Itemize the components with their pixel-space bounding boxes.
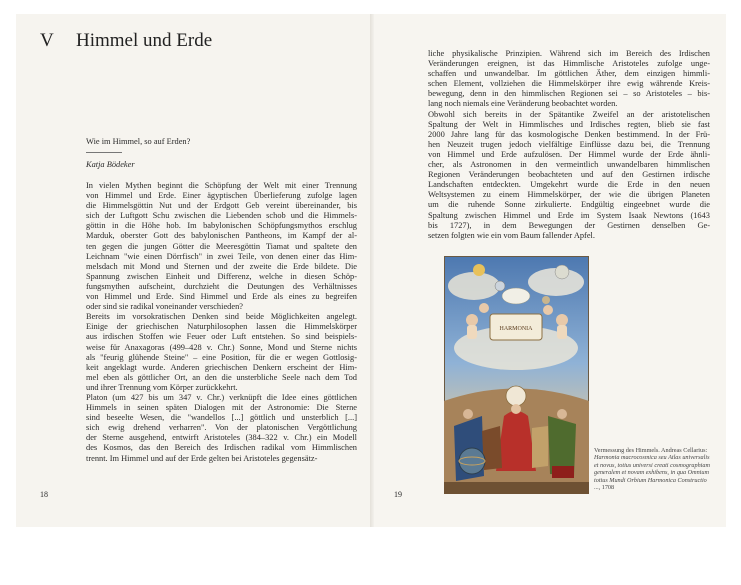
figure-banner-text: HARMONIA: [499, 326, 533, 332]
text-line: oder sind sie radikal voneinander verschieden?: [86, 302, 243, 312]
engraving-illustration: [444, 256, 589, 494]
text-line: 2000 Jahre lang für das kosmologische Denken bestimmend. In der Frü-: [428, 129, 710, 139]
page-number-right: 19: [394, 490, 402, 499]
text-line: ten gegen die jungen Götter die Meeresgöttin Tiamat und spaltete den: [86, 241, 357, 251]
text-line: sich der Luftgott Schu zwischen die Liebenden schob und die Himmels-: [86, 211, 357, 221]
text-line: Bereits im vorsokratischen Denken sind beide Möglichkeiten angelegt.: [86, 312, 357, 322]
text-line: bewegung, denn in den himmlischen Regionen sei – so Aristoteles – bis-: [428, 89, 710, 99]
text-line: schen Element, vollziehen die Himmelskörper ihre ewig währende Kreis-: [428, 79, 710, 89]
caption-part: Harmonia macrocosmica seu Atlas universalis et novus, totius universi creati cosmographiam generalem et novam exhibens, in qua Omnium totius Mundi Orbium Harmonica Constructio: [594, 454, 710, 484]
text-line: von Himmel und Erde aufzulösen. Der Himmel wurde der Erde ähnli-: [428, 149, 710, 159]
text-line: In vielen Mythen beginnt die Schöpfung der Welt mit einer Trennung: [86, 181, 357, 190]
text-line: mel eben als göttlicher Ort, an den die unsterbliche Seele nach dem Tod: [86, 372, 357, 382]
text-line: als "feurig glühende Steine" – eine Position, für die er wegen Gottlosig-: [86, 352, 357, 362]
text-line: keit angeklagt wurde. Anderen griechischen Denkern erscheint der Him-: [86, 362, 357, 372]
text-line: trennt. Im Himmel und auf der Erde gelten bei Aristoteles gegensätz-: [86, 453, 318, 463]
text-line: Marduk, oberster Gott des babylonischen Pantheons, im Kampf der al-: [86, 231, 357, 241]
text-line: Obwohl sich bereits in der Spätantike Zweifel an der aristotelischen: [428, 109, 710, 119]
text-line: Veränderungen ereignen, ist das Himmlische Aristoteles zufolge unge-: [428, 59, 710, 69]
figure-caption: [594, 447, 714, 491]
text-line: melsdach mit Mond und Sternen und der zweite die Erde bildete. Die: [86, 261, 357, 271]
text-line: Einige der griechischen Naturphilosophen lassen die Himmelskörper: [86, 322, 357, 332]
text-line: von Himmel und Erde. Einer ägyptischen Überlieferung zufolge lagen: [86, 191, 357, 201]
subtitle-divider: [86, 152, 122, 153]
text-line: Leichnam "wie einen Dörrfisch" in zwei Teile, von denen einer das Him-: [86, 251, 357, 261]
text-line: setzen folgten wie ein vom Baum fallender Apfel.: [428, 230, 595, 240]
text-line: Spaltung der Welt in Himmlisches und Irdisches regten, blieb sie fast: [428, 119, 710, 129]
left-body-text: [86, 181, 357, 464]
text-line: um die ruhende Sonne zirkulierte. Endgültig eingeebnet wurde die: [428, 200, 710, 210]
text-line: von Himmel und Erde. Sind Himmel und Erde als eines zu begreifen: [86, 292, 357, 302]
text-line: bis 1727), in dem Bewegungen der Gestirnen denselben Ge-: [428, 220, 710, 230]
text-line: und ihrer Trennung vom Körper zurückkehrt.: [86, 382, 238, 392]
author-name: Katja Bödeker: [86, 160, 135, 169]
page-number-left: 18: [40, 490, 48, 499]
caption-part: Vermessung des Himmels. Andreas Cellarius:: [594, 447, 708, 454]
book-gutter: [370, 14, 374, 527]
text-line: göttin in die Höhe hob. Im babylonischen Schöpfungsmythos erschlug: [86, 221, 357, 231]
text-line: die Himmelsgöttin Nut und der Erdgott Geb vereint übereinander, bis: [86, 201, 357, 211]
right-body-text: [428, 49, 710, 241]
text-line: Regionen Veränderungen beobachteten und auf den Gestirnen irdische: [428, 170, 710, 180]
article-subtitle: Wie im Himmel, so auf Erden?: [86, 137, 191, 146]
text-line: Spaltung zwischen Himmel und Erde im System Isaak Newtons (1643: [428, 210, 710, 220]
text-line: lang noch niemals eine Veränderung beobachtet worden.: [428, 99, 618, 109]
text-line: weise für Anaxagoras (499–428 v. Chr.) Sonne, Mond und Sterne nichts: [86, 342, 357, 352]
text-line: Landschaften entdeckten. Umgekehrt wurde die Erde in den neuen: [428, 180, 710, 190]
text-line: fungsmythen aufscheint, durchzieht die Deutungen des Verhältnisses: [86, 281, 357, 291]
text-line: Weltsystemen zu einem Himmelskörper, der wie die übrigen Planeten: [428, 190, 710, 200]
caption-part: ..., 1708: [594, 484, 615, 492]
text-line: Platon (um 427 bis um 347 v. Chr.) verknüpft die Idee eines göttlichen: [86, 392, 357, 402]
chapter-title: Himmel und Erde: [76, 30, 213, 51]
text-line: aus irdischen Stoffen wie Feuer oder Luft entstehen. So sind beispiels-: [86, 332, 357, 342]
text-line: der Sterne ausgehend, entwirft Aristoteles (384–322 v. Chr.) ein Modell: [86, 433, 357, 443]
text-line: Spannung zwischen Einheit und Differenz, welche in diesen Schöp-: [86, 271, 357, 281]
text-line: sind beseelte Wesen, die "wandellos [...] göttlich und unsterblich [...]: [86, 413, 357, 423]
text-line: hen Neuzeit trugen jedoch vielfältige Einflüsse dazu bei, die Trennung: [428, 139, 710, 149]
text-line: Himmels in seinen späten Dialogen mit der Astronomie: Die Sterne: [86, 403, 357, 413]
text-line: sich ewig drehend verharren". Von der platonischen Vergöttlichung: [86, 423, 357, 433]
chapter-number: V: [40, 30, 54, 51]
chapter-heading: [40, 30, 212, 52]
text-line: cher, als Astronomen in den vermeintlich unwandelbaren himmlischen: [428, 160, 710, 170]
text-line: schaffen und unwandelbar. Im göttlichen Äther, dem einzigen himmli-: [428, 69, 710, 79]
text-line: des Kosmos, das den Bereich des Irdischen radikal vom Himmlischen: [86, 443, 357, 453]
text-line: liche physikalische Prinzipien. Während sich im Bereich des Irdischen: [428, 49, 710, 58]
